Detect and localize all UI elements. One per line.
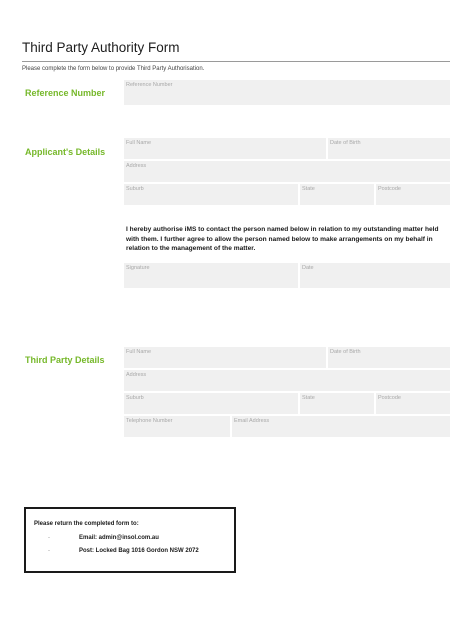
reference-number-label: Reference Number — [25, 88, 106, 98]
third-party-state-field[interactable] — [300, 393, 374, 414]
third-party-suburb-placeholder: Suburb — [126, 395, 144, 401]
applicants-details-label: Applicant's Details — [25, 147, 106, 157]
return-post-line: Post: Locked Bag 1016 Gordon NSW 2072 — [79, 548, 199, 554]
third-party-postcode-field[interactable] — [376, 393, 450, 414]
third-party-date-of-birth-placeholder: Date of Birth — [330, 349, 361, 355]
applicant-address-field[interactable] — [124, 161, 450, 182]
third-party-address-field[interactable] — [124, 370, 450, 391]
third-party-address-placeholder: Address — [126, 372, 147, 378]
applicant-postcode-placeholder: Postcode — [378, 186, 401, 192]
third-party-postcode-placeholder: Postcode — [378, 395, 401, 401]
applicant-suburb-placeholder: Suburb — [126, 186, 144, 192]
return-email-line: Email: admin@insol.com.au — [79, 535, 159, 541]
third-party-date-of-birth-field[interactable] — [328, 347, 450, 368]
form-intro: Please complete the form below to provide Third Party Authorisation. — [22, 66, 205, 72]
signature-date-placeholder: Date — [302, 265, 314, 271]
third-party-email-placeholder: Email Address — [234, 418, 270, 424]
applicant-state-placeholder: State — [302, 186, 315, 192]
applicant-full-name-field[interactable] — [124, 138, 326, 159]
applicant-full-name-placeholder: Full Name — [126, 140, 152, 146]
reference-number-placeholder: Reference Number — [126, 82, 173, 88]
third-party-suburb-field[interactable] — [124, 393, 298, 414]
signature-date-field[interactable] — [300, 263, 450, 288]
applicant-date-of-birth-field[interactable] — [328, 138, 450, 159]
third-party-telephone-placeholder: Telephone Number — [126, 418, 173, 424]
bullet-post: · — [48, 548, 50, 554]
applicant-postcode-field[interactable] — [376, 184, 450, 205]
applicant-state-field[interactable] — [300, 184, 374, 205]
third-party-telephone-field[interactable] — [124, 416, 230, 437]
applicant-suburb-field[interactable] — [124, 184, 298, 205]
return-instructions-title: Please return the completed form to: — [34, 521, 139, 527]
third-party-state-placeholder: State — [302, 395, 315, 401]
title-divider — [22, 61, 450, 62]
reference-number-field[interactable] — [124, 80, 450, 105]
applicant-address-placeholder: Address — [126, 163, 147, 169]
bullet-email: · — [48, 535, 50, 541]
third-party-email-field[interactable] — [232, 416, 450, 437]
third-party-full-name-field[interactable] — [124, 347, 326, 368]
authorisation-declaration: I hereby authorise iMS to contact the person named below in relation to my outstanding matter held with them. I further agree to allow the person named below to make arrangements on my behalf in relation to the management of the matter. — [126, 226, 439, 253]
signature-placeholder: Signature — [126, 265, 150, 271]
third-party-full-name-placeholder: Full Name — [126, 349, 152, 355]
third-party-details-label: Third Party Details — [25, 355, 105, 365]
form-title: Third Party Authority Form — [22, 40, 180, 55]
applicant-date-of-birth-placeholder: Date of Birth — [330, 140, 361, 146]
signature-field[interactable] — [124, 263, 298, 288]
